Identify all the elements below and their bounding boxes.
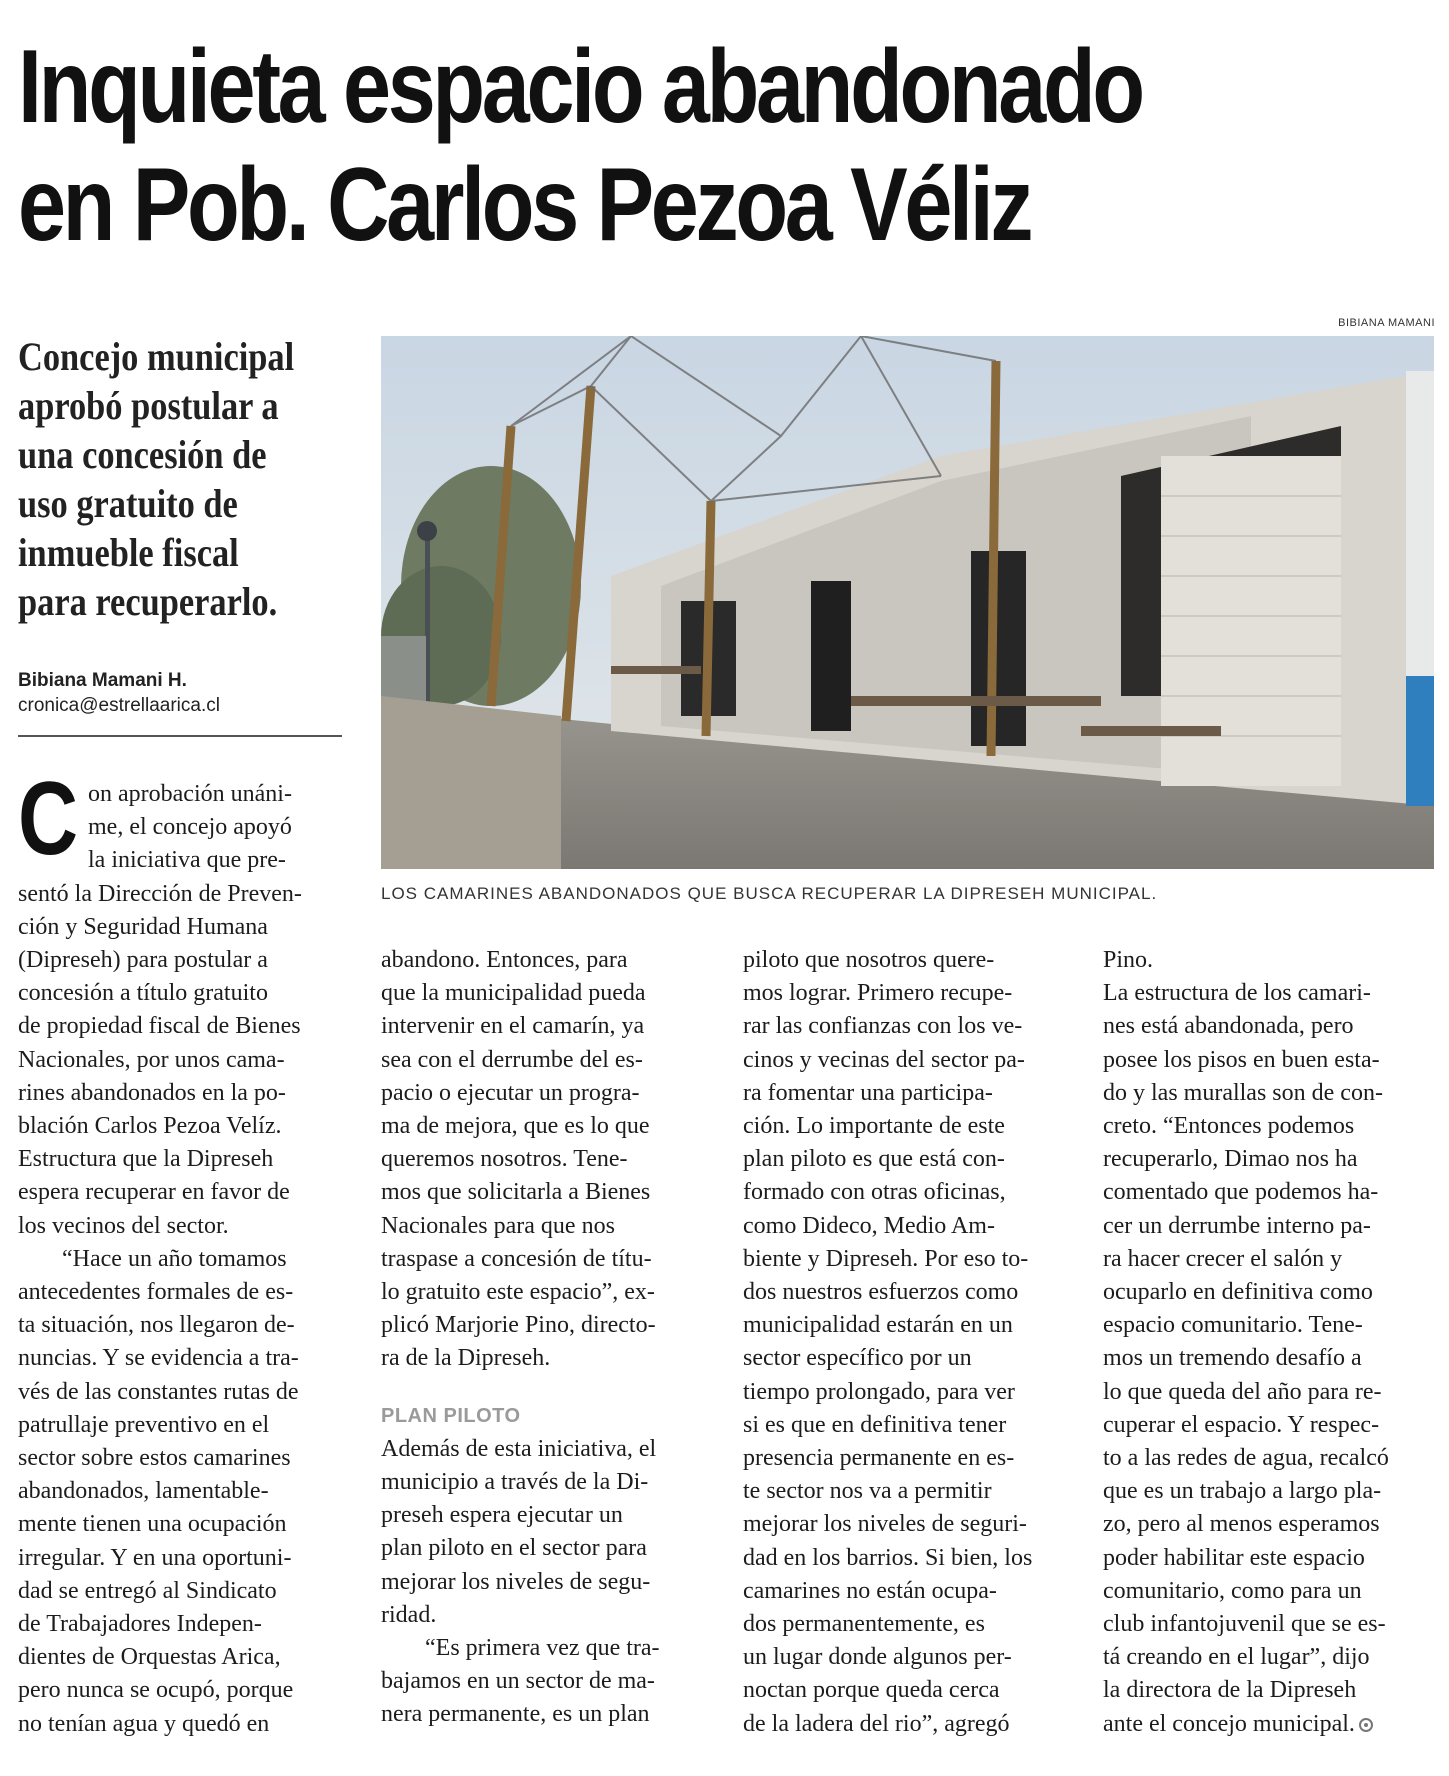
body-line: dad en los barrios. Si bien, los bbox=[743, 1544, 1033, 1571]
body-line: La estructura de los camari- bbox=[1103, 980, 1371, 1007]
author-email: cronica@estrellaarica.cl bbox=[18, 695, 220, 716]
body-line: dad se entregó al Sindicato bbox=[18, 1577, 277, 1604]
deck-line: uso gratuito de bbox=[18, 481, 238, 526]
deck bbox=[18, 332, 358, 626]
deck-line: inmueble fiscal bbox=[18, 530, 239, 575]
body-line: de propiedad fiscal de Bienes bbox=[18, 1013, 301, 1040]
body-line: pero nunca se ocupó, porque bbox=[18, 1677, 294, 1704]
body-line: rines abandonados en la po- bbox=[18, 1079, 286, 1106]
body-line: ción. Lo importante de este bbox=[743, 1113, 1005, 1140]
body-line: irregular. Y en una oportuni- bbox=[18, 1544, 292, 1571]
headline-line-1: Inquieta espacio abandonado bbox=[18, 29, 1142, 145]
body-line: blación Carlos Pezoa Velíz. bbox=[18, 1113, 282, 1140]
body-line: te sector nos va a permitir bbox=[743, 1478, 992, 1505]
body-line: poder habilitar este espacio bbox=[1103, 1544, 1365, 1571]
end-of-article-icon bbox=[1359, 1718, 1373, 1732]
body-line: on aprobación unáni- bbox=[88, 781, 292, 807]
body-line: tiempo prolongado, para ver bbox=[743, 1378, 1015, 1405]
body-line: abandono. Entonces, para bbox=[381, 947, 628, 973]
body-line: comentado que podemos ha- bbox=[1103, 1179, 1379, 1206]
headline bbox=[18, 28, 1438, 264]
body-line: recuperarlo, Dimao nos ha bbox=[1103, 1146, 1358, 1173]
body-line: la iniciativa que pre- bbox=[88, 847, 286, 874]
body-line: tá creando en el lugar”, dijo bbox=[1103, 1644, 1370, 1671]
photo-credit: BIBIANA MAMANI bbox=[1338, 317, 1435, 329]
body-line: si es que en definitiva tener bbox=[743, 1411, 1007, 1438]
body-line: un lugar donde algunos per- bbox=[743, 1644, 1012, 1671]
deck-line: una concesión de bbox=[18, 432, 267, 477]
body-line: ta situación, nos llegaron de- bbox=[18, 1312, 295, 1339]
photo-caption: LOS CAMARINES ABANDONADOS QUE BUSCA RECUPERAR LA DIPRESEH MUNICIPAL. bbox=[381, 884, 1158, 903]
body-line: patrullaje preventivo en el bbox=[18, 1411, 270, 1438]
author-name: Bibiana Mamani H. bbox=[18, 670, 187, 691]
body-line: cinos y vecinas del sector pa- bbox=[743, 1046, 1025, 1073]
deck-line: aprobó postular a bbox=[18, 383, 279, 428]
body-line: “Hace un año tomamos bbox=[62, 1245, 287, 1272]
deck-line: Concejo municipal bbox=[18, 334, 295, 379]
body-line: mejorar los niveles de segu- bbox=[381, 1568, 651, 1595]
deck-line: para recuperarlo. bbox=[18, 579, 278, 624]
body-line: cer un derrumbe interno pa- bbox=[1103, 1212, 1371, 1239]
body-line: de Trabajadores Indepen- bbox=[18, 1611, 262, 1638]
body-line: intervenir en el camarín, ya bbox=[381, 1013, 645, 1040]
body-line: (Dipreseh) para postular a bbox=[18, 947, 268, 974]
column-2 bbox=[381, 944, 711, 1732]
body-line: biente y Dipreseh. Por eso to- bbox=[743, 1245, 1029, 1272]
body-line: Además de esta iniciativa, el bbox=[381, 1435, 657, 1462]
body-line: plicó Marjorie Pino, directo- bbox=[381, 1312, 656, 1339]
body-line: mejorar los niveles de seguri- bbox=[743, 1511, 1027, 1538]
body-line: los vecinos del sector. bbox=[18, 1212, 229, 1239]
body-line: que la municipalidad pueda bbox=[381, 980, 646, 1007]
body-line: ción y Seguridad Humana bbox=[18, 913, 268, 940]
body-line: to a las redes de agua, recalcó bbox=[1103, 1445, 1389, 1472]
drop-cap: C bbox=[18, 761, 79, 877]
body-line: Nacionales, por unos cama- bbox=[18, 1046, 285, 1073]
body-line: municipalidad estarán en un bbox=[743, 1312, 1013, 1339]
body-line: plan piloto en el sector para bbox=[381, 1535, 647, 1562]
body-line: no tenían agua y quedó en bbox=[18, 1710, 270, 1737]
body-line: formado con otras oficinas, bbox=[743, 1179, 1006, 1206]
body-line: nera permanente, es un plan bbox=[381, 1701, 650, 1728]
body-line: sentó la Dirección de Preven- bbox=[18, 880, 302, 907]
body-line: ra hacer crecer el salón y bbox=[1103, 1245, 1343, 1272]
section-subhead: PLAN PILOTO bbox=[381, 1404, 521, 1427]
body-line: espacio comunitario. Tene- bbox=[1103, 1312, 1363, 1339]
body-line: cuperar el espacio. Y respec- bbox=[1103, 1411, 1380, 1438]
body-line: rar las confianzas con los ve- bbox=[743, 1013, 1023, 1040]
body-line: sea con el derrumbe del es- bbox=[381, 1046, 643, 1073]
body-line: noctan porque queda cerca bbox=[743, 1677, 1000, 1704]
body-line: posee los pisos en buen esta- bbox=[1103, 1046, 1380, 1073]
column-4 bbox=[1103, 944, 1438, 1741]
body-line: municipio a través de la Di- bbox=[381, 1469, 649, 1496]
article-photo bbox=[381, 336, 1434, 869]
body-line: dos nuestros esfuerzos como bbox=[743, 1279, 1019, 1306]
byline-divider bbox=[18, 735, 342, 737]
body-line: ocuparlo en definitiva como bbox=[1103, 1279, 1373, 1306]
body-line: concesión a título gratuito bbox=[18, 980, 268, 1007]
body-line: Estructura que la Dipreseh bbox=[18, 1146, 274, 1173]
body-line: antecedentes formales de es- bbox=[18, 1279, 294, 1306]
body-line: zo, pero al menos esperamos bbox=[1103, 1511, 1380, 1538]
body-line: plan piloto es que está con- bbox=[743, 1146, 1005, 1173]
body-line: me, el concejo apoyó bbox=[88, 814, 292, 841]
body-line: bajamos en un sector de ma- bbox=[381, 1668, 655, 1695]
body-line: lo que queda del año para re- bbox=[1103, 1378, 1382, 1405]
body-line: espera recuperar en favor de bbox=[18, 1179, 290, 1206]
column-1 bbox=[18, 761, 348, 1741]
body-line: sector específico por un bbox=[743, 1345, 972, 1372]
body-line: club infantojuvenil que se es- bbox=[1103, 1611, 1386, 1638]
body-line: dos permanentemente, es bbox=[743, 1611, 985, 1638]
body-line: traspase a concesión de títu- bbox=[381, 1245, 652, 1272]
body-line: nuncias. Y se evidencia a tra- bbox=[18, 1345, 299, 1372]
body-line: la directora de la Dipreseh bbox=[1103, 1677, 1357, 1704]
body-line: pacio o ejecutar un progra- bbox=[381, 1079, 640, 1106]
body-line: Nacionales para que nos bbox=[381, 1212, 615, 1239]
body-line: mos lograr. Primero recupe- bbox=[743, 980, 1013, 1007]
body-line: mos que solicitarla a Bienes bbox=[381, 1179, 651, 1206]
body-line: comunitario, como para un bbox=[1103, 1577, 1362, 1604]
body-line: preseh espera ejecutar un bbox=[381, 1502, 623, 1529]
body-line: abandonados, lamentable- bbox=[18, 1478, 269, 1505]
body-line: Pino. bbox=[1103, 947, 1154, 973]
body-line-last bbox=[1103, 1708, 1438, 1741]
body-line: mos un tremendo desafío a bbox=[1103, 1345, 1362, 1372]
body-line: ridad. bbox=[381, 1601, 437, 1628]
headline-line-2: en Pob. Carlos Pezoa Véliz bbox=[18, 147, 1031, 263]
body-line: queremos nosotros. Tene- bbox=[381, 1146, 628, 1173]
body-line: dientes de Orquestas Arica, bbox=[18, 1644, 281, 1671]
body-line: camarines no están ocupa- bbox=[743, 1577, 997, 1604]
body-line-text: ante el concejo municipal. bbox=[1103, 1710, 1355, 1737]
body-line: sector sobre estos camarines bbox=[18, 1445, 291, 1472]
body-line: de la ladera del rio”, agregó bbox=[743, 1710, 1010, 1737]
column-3 bbox=[743, 944, 1073, 1741]
body-line: “Es primera vez que tra- bbox=[425, 1635, 660, 1662]
body-line: nes está abandonada, pero bbox=[1103, 1013, 1354, 1040]
spacer bbox=[381, 1376, 711, 1400]
body-line: como Dideco, Medio Am- bbox=[743, 1212, 995, 1239]
body-line: vés de las constantes rutas de bbox=[18, 1378, 299, 1405]
body-line: lo gratuito este espacio”, ex- bbox=[381, 1279, 655, 1306]
body-line: ra fomentar una participa- bbox=[743, 1079, 993, 1106]
body-line: ra de la Dipreseh. bbox=[381, 1345, 551, 1372]
body-line: piloto que nosotros quere- bbox=[743, 947, 995, 973]
body-line: que es un trabajo a largo pla- bbox=[1103, 1478, 1382, 1505]
abandoned-building-photo bbox=[381, 336, 1434, 869]
body-line: presencia permanente en es- bbox=[743, 1445, 1015, 1472]
body-line: do y las murallas son de con- bbox=[1103, 1079, 1383, 1106]
body-line: mente tienen una ocupación bbox=[18, 1511, 287, 1538]
body-line: ma de mejora, que es lo que bbox=[381, 1113, 650, 1140]
body-line: creto. “Entonces podemos bbox=[1103, 1113, 1355, 1140]
